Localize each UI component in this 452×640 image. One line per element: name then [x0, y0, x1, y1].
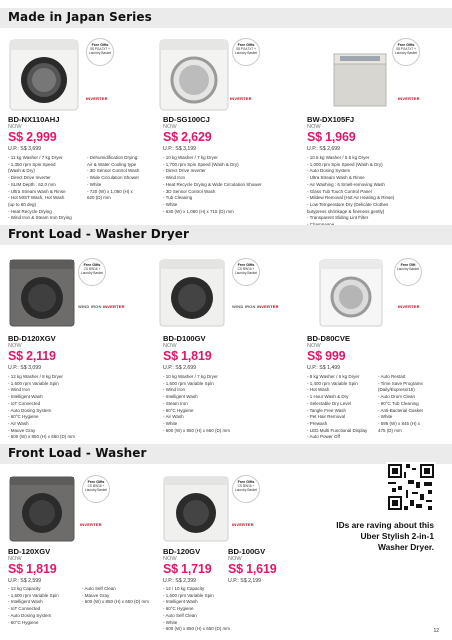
free-gift-badge: Free Gifts CS BW16 + Laundry Basket: [82, 475, 110, 503]
washer-image-nx110: [8, 38, 80, 112]
feature-list: - Dehumidification Drying: Air & Water Cooling type - 3D Sensor Control Wash - Wide Circulation Shower - White - 720 (W) x 1,060 (H) x 620 (D) mm: [87, 155, 140, 201]
promo-text: IDs are raving about this Uber Stylish 2-in-1 Washer Dryer.: [336, 520, 434, 552]
inverter-logo: INVERTER: [80, 522, 102, 527]
section-title: Front Load - Washer: [8, 446, 147, 460]
usual-price: U.P.: S$ 3,199: [163, 146, 197, 152]
price: S$ 1,719: [163, 562, 212, 576]
model-name: BD-D100GV: [163, 334, 206, 343]
model-name: BW-DX105FJ: [307, 115, 355, 124]
usual-price: U.P.: S$ 2,399: [163, 578, 197, 584]
now-label: NOW: [163, 124, 177, 130]
section-banner-washer-dryer: [0, 225, 452, 245]
washer-image-dx105: [330, 48, 390, 108]
page-number: 12: [433, 628, 439, 634]
now-label: NOW: [307, 124, 321, 130]
price: S$ 1,819: [8, 562, 57, 576]
usual-price: U.P.: S$ 3,099: [8, 365, 42, 371]
now-label: NOW: [163, 343, 177, 349]
inverter-logo: INVERTER: [230, 96, 252, 101]
inverter-logo: INVERTER: [398, 96, 420, 101]
price: S$ 1,619: [228, 562, 277, 576]
washer-image-120xgv: [8, 475, 76, 543]
price: S$ 2,629: [163, 130, 212, 144]
feature-list: - 11 kg Washer / 7 kg Dryer - 1,350 rpm Spin Speed (Wash & Dry) - Direct Drive Inverter - SLIM Depth : 62.0 mm - Ultra Stream Wash & Rinse - Hot MIST Wash, Hot Wash (up to 60 deg) - Heat Recycle Drying - Wind Iron & Steam Iron Drying: [8, 155, 72, 221]
wind-iron-logo: WIND IRON INVERTER: [78, 304, 125, 309]
price: S$ 2,999: [8, 130, 57, 144]
washer-dryer-image-d100gv: [158, 258, 226, 328]
inverter-logo: INVERTER: [232, 522, 254, 527]
feature-list: - 10 kg Washer / 7 kg Dryer - 1,700 rpm Spin Speed (Wash & Dry) - Direct Drive Inverter - Wind Iron - Heat Recycle Drying & Wide Circulation Shower - 3D Sensor Control Wash - Tub Cleaning - White - 630 (W) x 1,060 (H) x 715 (D) mm: [163, 155, 262, 214]
usual-price: U.P.: S$ 2,199: [228, 578, 262, 584]
price: S$ 2,119: [8, 349, 56, 363]
now-label: NOW: [8, 124, 22, 130]
feature-list: - Auto Self Clean - Mauve Gray - 600 (W) x 850 (H) x 650 (D) mm: [82, 586, 150, 605]
now-label: NOW: [307, 343, 321, 349]
price: S$ 999: [307, 349, 346, 363]
feature-list: - Auto Restart - Time Save Programs (Daily/Express/15) - Auto Drum Clean - 90°C Tub Cleaning - Anti-Bacterial Gasket - White - 595 (W) x 845 (H) x 475 (D) mm: [378, 374, 423, 433]
usual-price: U.P.: S$ 3,699: [8, 146, 42, 152]
inverter-logo: INVERTER: [86, 96, 108, 101]
section-title: Front Load - Washer Dryer: [8, 227, 190, 241]
model-name: BD-100GV: [228, 547, 266, 556]
washer-image-sg100: [158, 38, 230, 112]
section-title: Made in Japan Series: [8, 10, 152, 24]
free-gift-badge: Free Gifts CS BW16 + Laundry Basket: [232, 475, 260, 503]
model-name: BD-D80CVE: [307, 334, 351, 343]
feature-list: - 10 kg Washer / 7 kg Dryer - 1,600 rpm Variable Spin - Wind Iron - Intelligent Wash - Steam Iron - 60°C Hygiene - Air Wash - White - 600 (W) x 850 (H) x 660 (D) mm: [163, 374, 231, 433]
now-label: NOW: [228, 556, 242, 562]
washer-dryer-image-d120xgv: [8, 258, 76, 328]
now-label: NOW: [8, 556, 22, 562]
usual-price: U.P.: S$ 2,699: [307, 146, 341, 152]
now-label: NOW: [8, 343, 22, 349]
free-gift-badge: Free Gifts S$ PGA7XT + Laundry Basket: [392, 38, 420, 66]
free-gift-badge: Free Gifts CS BW16 + Laundry Basket: [78, 258, 106, 286]
model-name: BD-120GV: [163, 547, 201, 556]
feature-list: - 12 kg Capacity - 1,600 rpm Variable Spin - Intelligent Wash - IoT Connected - Auto Dosing System - 60°C Hygiene: [8, 586, 59, 625]
price: S$ 1,969: [307, 130, 356, 144]
free-gift-badge: Free Gift Laundry Basket: [394, 258, 422, 286]
usual-price: U.P.: S$ 2,599: [8, 578, 42, 584]
model-name: BD-D120XGV: [8, 334, 56, 343]
section-banner-washer: [0, 444, 452, 464]
model-name: BD-SG100CJ: [163, 115, 210, 124]
price: S$ 1,819: [163, 349, 212, 363]
usual-price: U.P.: S$ 2,699: [163, 365, 197, 371]
usual-price: U.P.: S$ 1,499: [307, 365, 341, 371]
inverter-logo: INVERTER: [398, 304, 420, 309]
free-gift-badge: Free Gifts S$ PGA7XT + Laundry Basket: [86, 38, 114, 66]
feature-list: - 12 / 10 kg Capacity - 1,600 rpm Variable Spin - Intelligent Wash - 60°C Hygiene - Auto Self Clean - White - 600 (W) x 850 (H) x 650 (D) mm: [163, 586, 231, 632]
washer-dryer-image-d80cve: [318, 258, 384, 328]
wind-iron-logo: WIND IRON INVERTER: [232, 304, 279, 309]
feature-list: - 8 kg Washer / 6 kg Dryer - 1,400 rpm Variable Spin - Hot Wash - 1 Hour Wash & Dry - Selectable Dry Level - Tangle Free Wash - Pet Hair Removal - Prewash - LED Multi Functional Display - Auto Power Off: [307, 374, 368, 440]
now-label: NOW: [163, 556, 177, 562]
feature-list: - 12 kg Washer / 8 kg Dryer - 1,600 rpm Variable Spin - Wind Iron - Intelligent Wash - IoT Connected - Auto Dosing System - 60°C Hygiene - Air Wash - Mauve Gray - 600 (W) x 850 (H) x 660 (D) mm: [8, 374, 76, 440]
model-name: BD-NX110AHJ: [8, 115, 60, 124]
qr-code[interactable]: [386, 462, 436, 512]
free-gift-badge: Free Gifts S$ PGA7XT + Laundry Basket: [232, 38, 260, 66]
model-name: BD-120XGV: [8, 547, 51, 556]
feature-list: - 10.5 kg Washer / 5.5 kg Dryer - 1,000 rpm Spin Speed (Wash & Dry) - Auto Dosing System - Ultra Stream Wash & Rinse - Air Washing : 6 Smell-removing Wash - Glass Tub Touch Control Panel - Mildew Removal (Hot Air Heating & Rinse) - Low Temperature Dry (Delicate Clothes butypress shrinkage & fineness gently) - Transparent Sliding Lint Filter: [307, 155, 395, 221]
section-banner-japan: [0, 8, 452, 28]
washer-image-120gv: [162, 475, 230, 543]
free-gift-badge: Free Gifts CS BW16 + Laundry Basket: [232, 258, 260, 286]
